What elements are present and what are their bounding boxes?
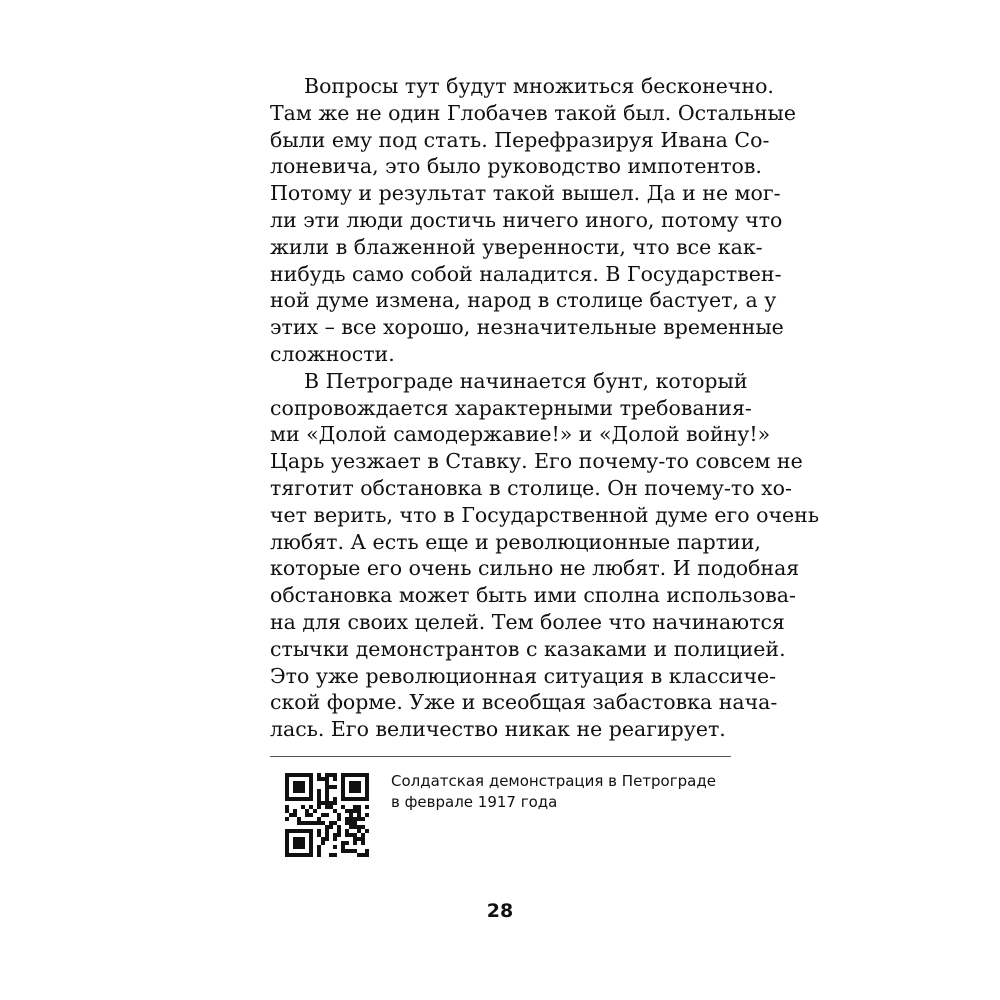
footnote-divider [270, 756, 731, 757]
text-line: обстановка может быть ими сполна использова- [270, 583, 796, 608]
footnote-caption [391, 771, 731, 813]
text-line: стычки демонстрантов с казаками и полицией. [270, 636, 786, 661]
text-line: чет верить, что в Государственной думе его очень [270, 502, 819, 527]
text-line: нибудь само собой наладится. В Государствен- [270, 261, 782, 286]
text-line: ми «Долой самодержавие!» и «Долой войну!» [270, 422, 771, 447]
text-line: ли эти люди достичь ничего иного, потому что [270, 207, 783, 232]
text-line: тяготит обстановка в столице. Он почему-то хо- [270, 475, 792, 500]
text-line: на для своих целей. Тем более что начинаются [270, 609, 785, 634]
text-line: Вопросы тут будут множиться бесконечно. [304, 74, 774, 98]
text-line: жили в блаженной уверенности, что все как- [270, 234, 763, 259]
text-line: Царь уезжает в Ставку. Его почему-то совсем не [270, 449, 803, 474]
body-text [270, 73, 819, 743]
text-line: сложности. [270, 341, 395, 366]
text-line: которые его очень сильно не любят. И подобная [270, 556, 800, 581]
text-line: В Петрограде начинается бунт, который [304, 368, 748, 393]
caption-line: в феврале 1917 года [391, 793, 558, 811]
page-number: 28 [486, 900, 514, 922]
paragraph-2 [270, 368, 819, 743]
text-line: ной думе измена, народ в столице бастует, а у [270, 288, 777, 313]
text-line: любят. А есть еще и революционные партии, [270, 529, 761, 554]
qr-code-icon[interactable] [285, 773, 369, 857]
text-line: Потому и результат такой вышел. Да и не мог- [270, 181, 781, 206]
text-line: Там же не один Глобачев такой был. Остальные [270, 100, 796, 125]
text-line: лоневича, это было руководство импотентов. [270, 154, 762, 179]
text-line: Это уже революционная ситуация в классиче- [270, 663, 777, 688]
text-line: сопровождается характерными требования- [270, 395, 752, 420]
text-line: были ему под стать. Перефразируя Ивана Со- [270, 127, 770, 152]
caption-line: Солдатская демонстрация в Петрограде [391, 772, 716, 790]
text-line: этих – все хорошо, незначительные временные [270, 315, 784, 340]
paragraph-1 [270, 73, 796, 368]
text-line: ской форме. Уже и всеобщая забастовка нача- [270, 690, 778, 715]
text-line: лась. Его величество никак не реагирует. [270, 717, 726, 742]
